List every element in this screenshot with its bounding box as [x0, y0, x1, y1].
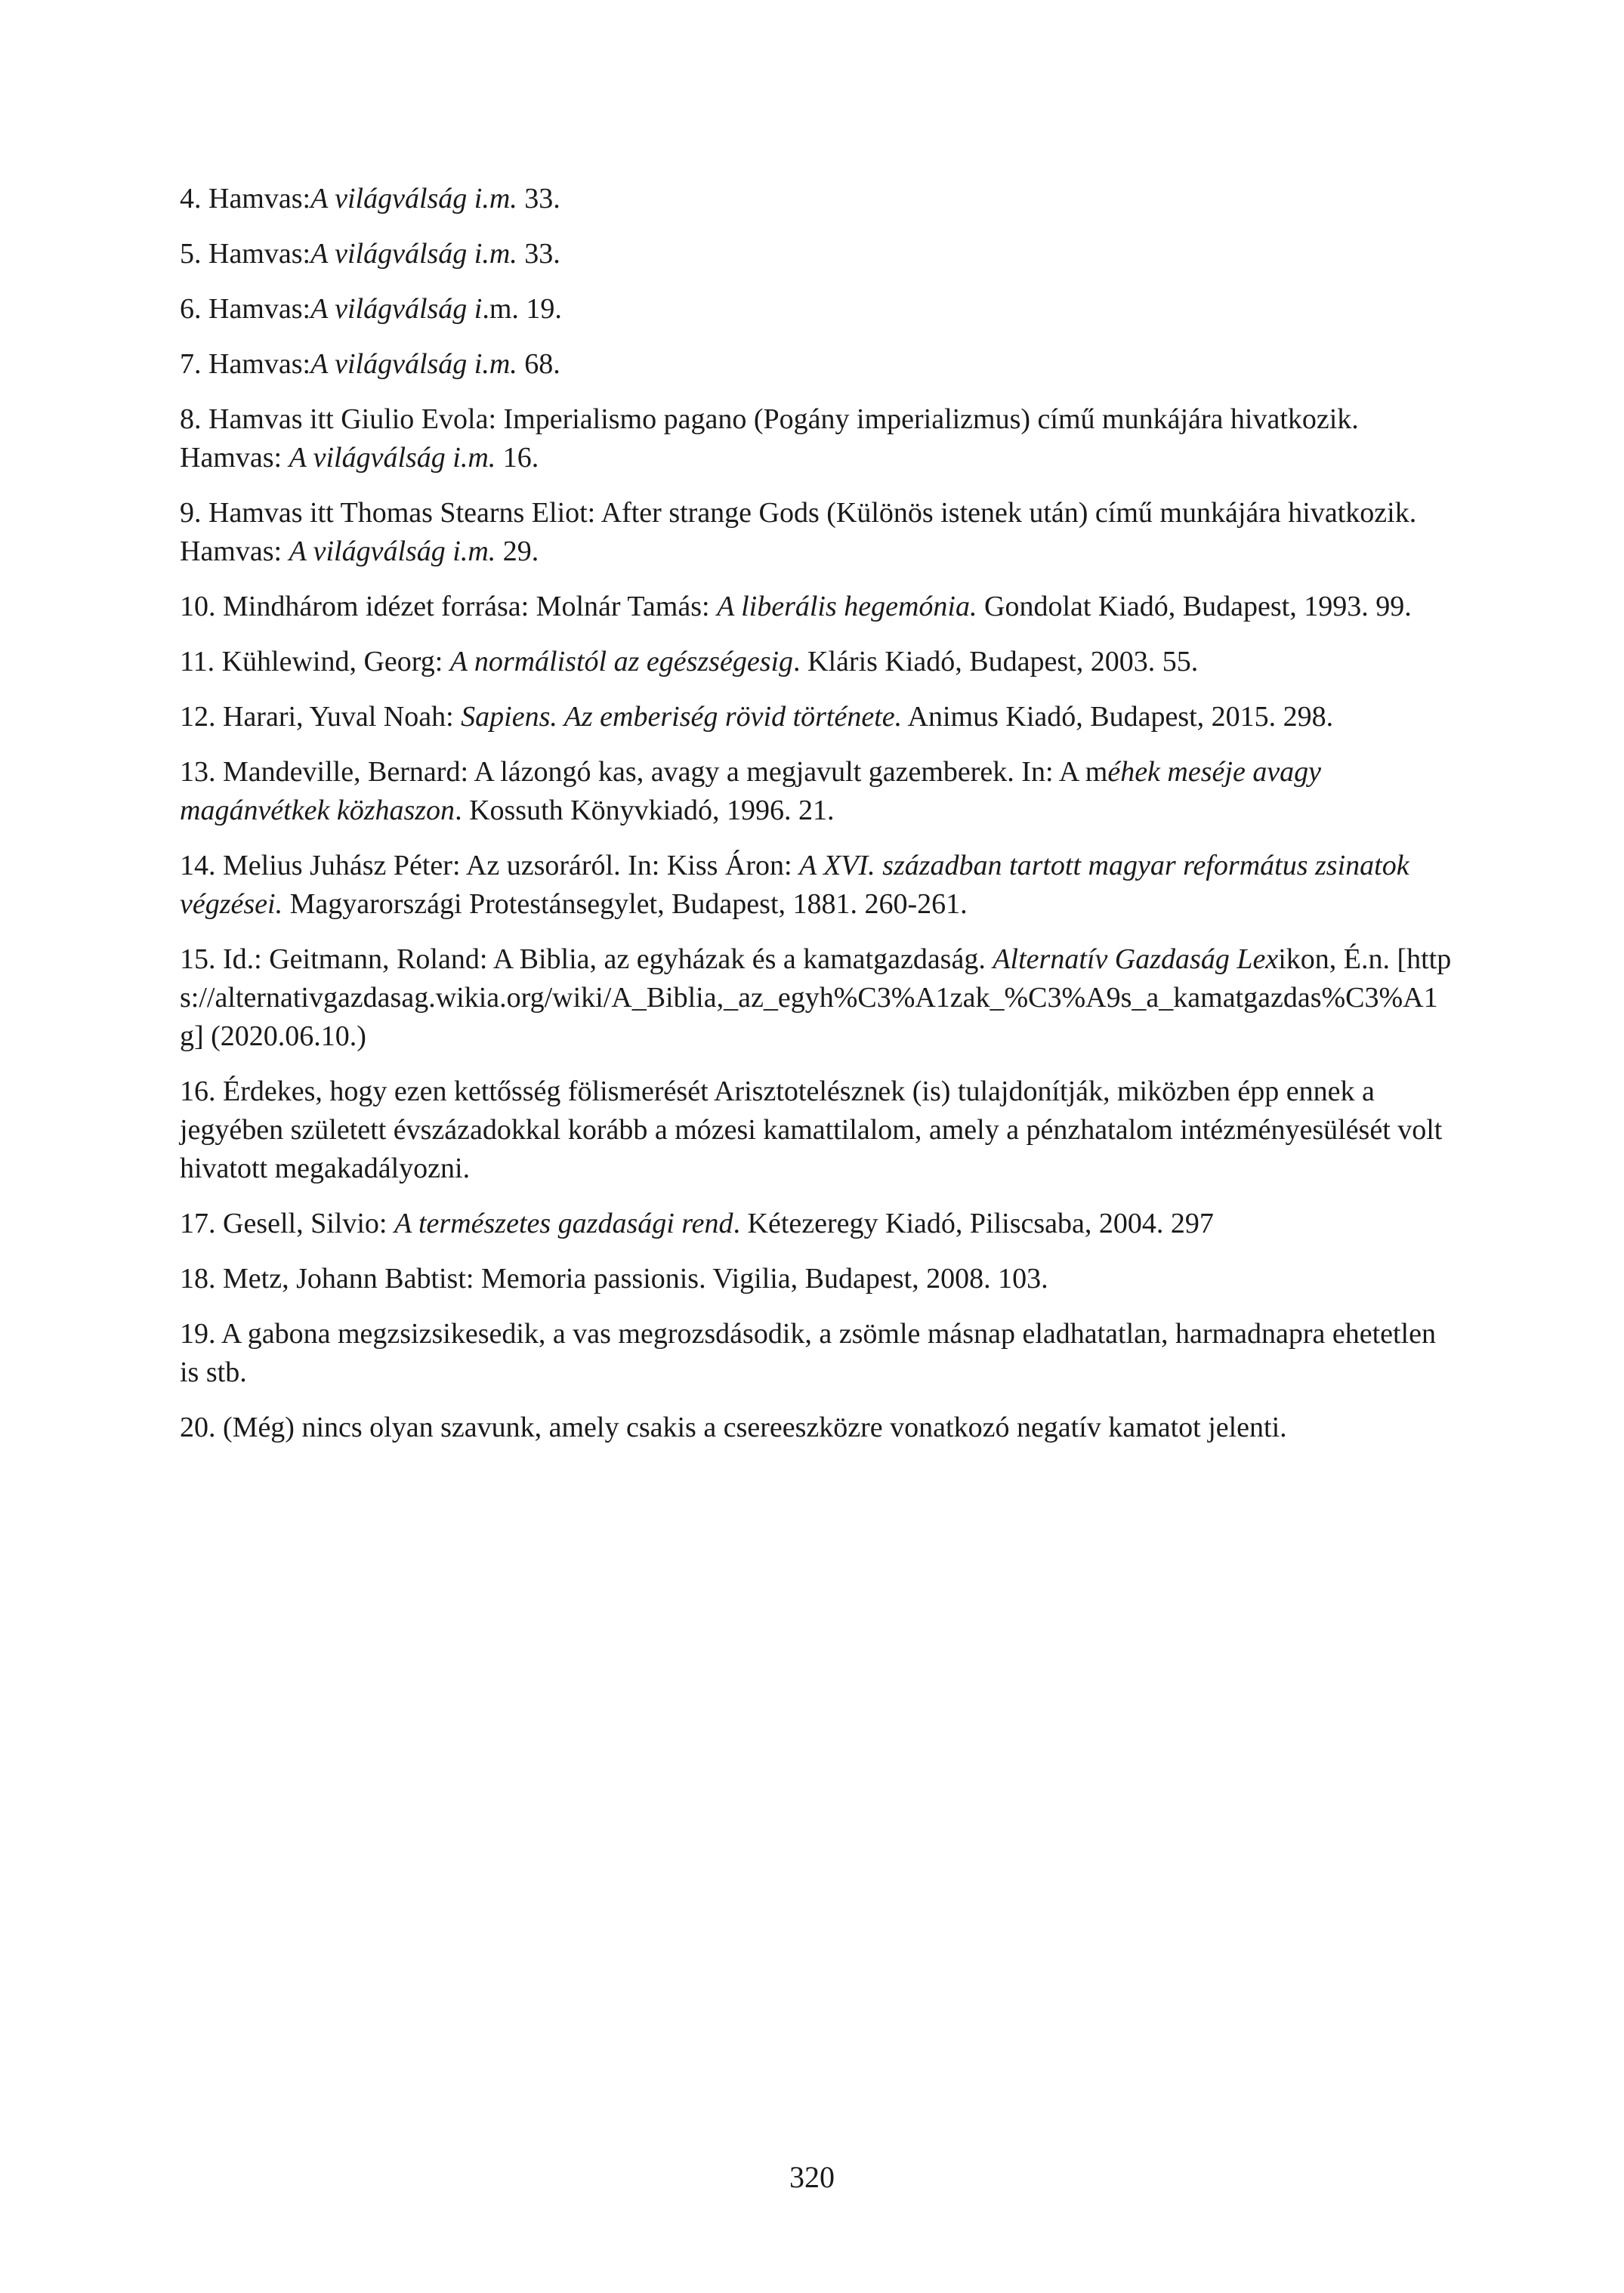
footnote-4 — [180, 180, 1456, 218]
footnote-12 — [180, 698, 1456, 736]
footnote-text: Magyarországi Protestánsegylet, Budapest, 1881. 260-261. — [283, 888, 968, 920]
footnote-13 — [180, 753, 1456, 830]
footnote-text: 20. (Még) nincs olyan szavunk, amely csakis a csereeszközre vonatkozó negatív kamatot jelenti. — [180, 1412, 1287, 1443]
footnote-6 — [180, 290, 1456, 329]
footnote-text: 16. Érdekes, hogy ezen kettősség fölismerését Arisztotelésznek (is) tulajdonítják, miközben épp ennek a jegyében született évszázadokkal korább a mózesi kamattilalom, amely a pénzhatalom intézményesülését volt hivatott megakadályozni. — [180, 1076, 1443, 1184]
footnote-11 — [180, 643, 1456, 681]
footnote-text: 18. Metz, Johann Babtist: Memoria passionis. Vigilia, Budapest, 2008. 103. — [180, 1263, 1048, 1295]
footnote-5 — [180, 235, 1456, 273]
footnote-7 — [180, 345, 1456, 384]
footnote-italic-text: A normálistól az egészségesig — [449, 646, 794, 677]
footnote-text: . Kétezeregy Kiadó, Piliscsaba, 2004. 297 — [733, 1208, 1214, 1239]
footnote-text: 5. Hamvas: — [180, 238, 311, 270]
footnote-text: 4. Hamvas: — [180, 183, 311, 214]
footnote-text: 8. Hamvas itt Giulio Evola: Imperialismo pagano (Pogány imperializmus) című munkájára hivatkozik. Hamvas: — [180, 403, 1359, 474]
footnote-9 — [180, 494, 1456, 571]
footnote-italic-text: Alternatív Gazdaság Lex — [993, 943, 1279, 975]
footnote-italic-text: A XVI. században tartott magyar református zsinatok végzései. — [180, 850, 1409, 920]
footnote-italic-text: A természetes gazdasági rend — [394, 1208, 733, 1239]
footnote-text: 33. — [517, 183, 560, 214]
footnote-italic-text: Sapiens. Az emberiség rövid története. — [461, 701, 903, 733]
footnote-text: Gondolat Kiadó, Budapest, 1993. 99. — [977, 591, 1412, 622]
footnote-text: Animus Kiadó, Budapest, 2015. 298. — [902, 701, 1334, 733]
footnote-text: 19. A gabona megzsizsikesedik, a vas megrozsdásodik, a zsömle másnap eladhatatlan, harmadnapra ehetetlen is stb. — [180, 1318, 1436, 1388]
footnote-text: 16. — [496, 442, 539, 474]
footnote-text: ikon, É.n. [https://alternativgazdasag.wikia.org/wiki/A_Biblia,_az_egyh%C3%A1zak_%C3%A9s_a_kamatgazdas%C3%A1g] (2020.06.10.) — [180, 943, 1452, 1052]
footnote-text: 13. Mandeville, Bernard: A lázongó kas, avagy a megjavult gazemberek. In: A m — [180, 756, 1108, 788]
footnote-text: 7. Hamvas: — [180, 348, 311, 380]
footnote-italic-text: A világválság i.m. — [310, 348, 517, 380]
footnote-text: .m. 19. — [482, 293, 562, 325]
footnote-text: . Kossuth Könyvkiadó, 1996. 21. — [455, 795, 835, 826]
footnote-italic-text: A világválság i.m. — [289, 442, 496, 474]
footnote-text: . Kláris Kiadó, Budapest, 2003. 55. — [793, 646, 1199, 677]
footnote-18 — [180, 1260, 1456, 1298]
footnote-italic-text: A világválság i.m. — [310, 238, 517, 270]
footnote-10 — [180, 588, 1456, 626]
footnote-text: 17. Gesell, Silvio: — [180, 1208, 394, 1239]
footnote-italic-text: A világválság i.m. — [289, 535, 496, 567]
footnote-italic-text: A világválság i — [310, 293, 483, 325]
footnote-italic-text: éhek meséje avagy magánvétkek közhaszon — [180, 756, 1322, 826]
footnote-17 — [180, 1205, 1456, 1243]
footnote-text: 9. Hamvas itt Thomas Stearns Eliot: After strange Gods (Különös istenek után) című munkájára hivatkozik. Hamvas: — [180, 497, 1417, 567]
footnote-14 — [180, 847, 1456, 924]
footnote-italic-text: A világválság i.m. — [310, 183, 517, 214]
footnote-19 — [180, 1315, 1456, 1392]
footnote-15 — [180, 940, 1456, 1056]
footnote-16 — [180, 1072, 1456, 1188]
footnote-text: 12. Harari, Yuval Noah: — [180, 701, 462, 733]
footnote-text: 33. — [517, 238, 560, 270]
footnote-20 — [180, 1409, 1456, 1447]
footnote-text: 29. — [496, 535, 539, 567]
footnote-text: 14. Melius Juhász Péter: Az uzsoráról. In: Kiss Áron: — [180, 850, 800, 881]
footnote-text: 11. Kühlewind, Georg: — [180, 646, 450, 677]
footnotes-list — [180, 180, 1456, 1464]
footnote-text: 10. Mindhárom idézet forrása: Molnár Tamás: — [180, 591, 718, 622]
footnote-text: 68. — [517, 348, 560, 380]
footnote-8 — [180, 400, 1456, 477]
page-number: 320 — [789, 2160, 835, 2194]
footnote-text: 15. Id.: Geitmann, Roland: A Biblia, az egyházak és a kamatgazdaság. — [180, 943, 993, 975]
footnote-text: 6. Hamvas: — [180, 293, 311, 325]
footnote-italic-text: A liberális hegemónia. — [717, 591, 977, 622]
